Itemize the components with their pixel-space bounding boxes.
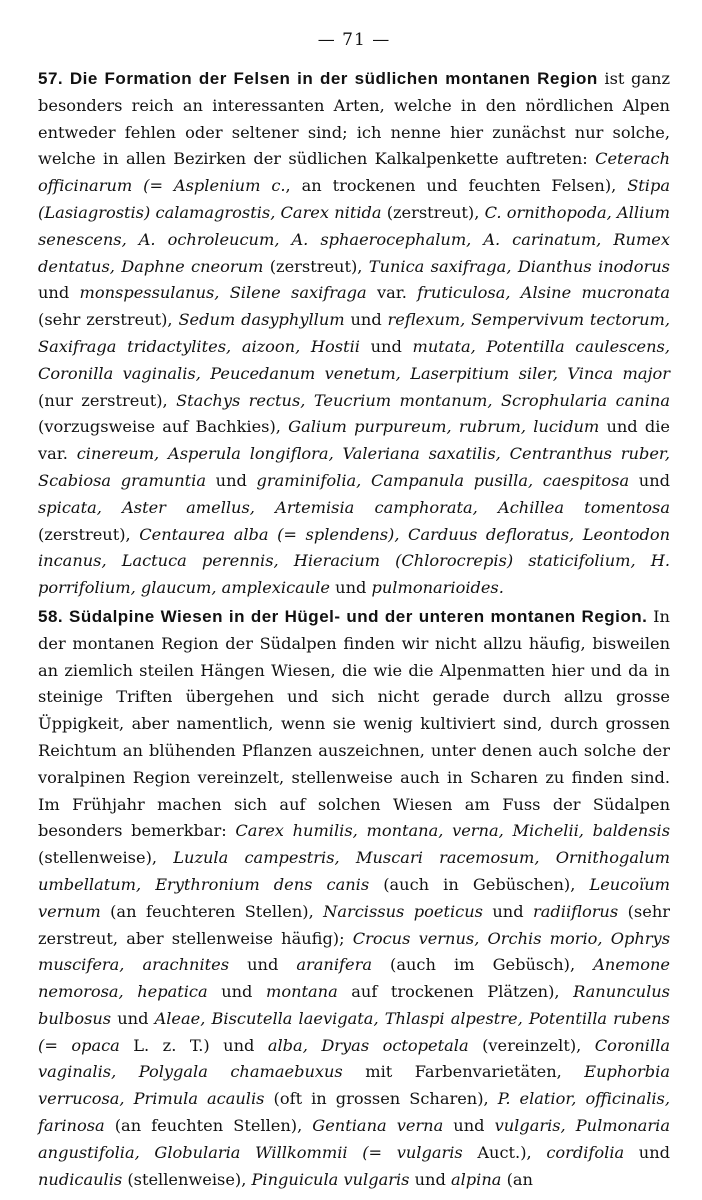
book-page bbox=[38, 30, 670, 1193]
species-name-text: mutata, Potentilla caulescens, Coronilla vaginalis, Peucedanum venetum, Laserpitium siler, Vinca major bbox=[38, 336, 670, 383]
species-name-text: monspessulanus, Silene saxifraga bbox=[79, 283, 367, 303]
body-text: (oft in grossen Scharen), bbox=[264, 1089, 498, 1109]
species-name-text: P. elatior, officinalis, farinosa bbox=[38, 1089, 670, 1136]
species-name-text: Gentiana verna bbox=[312, 1116, 444, 1136]
species-name-text: Centaurea alba (= splendens), Carduus defloratus, Leontodon incanus, Lactuca perennis, Hieracium (Chlorocrepis) staticifolium, H. porrifolium, glaucum, amplexicaule bbox=[38, 524, 670, 598]
section-57-heading bbox=[38, 69, 598, 88]
body-text: und bbox=[38, 283, 80, 303]
species-name-text: Luzula campestris, Muscari racemosum, Ornithogalum umbellatum, Erythronium dens canis bbox=[38, 848, 670, 894]
section-57-body bbox=[38, 69, 670, 597]
body-text: Auct.), bbox=[462, 1142, 547, 1162]
species-name-text: aranifera bbox=[296, 955, 372, 975]
species-name-text: Stachys rectus, Teucrium montanum, Scrophularia canina bbox=[176, 390, 670, 410]
species-name-text: Ranunculus bulbosus bbox=[38, 982, 670, 1028]
body-text: (an bbox=[501, 1169, 533, 1189]
section-58-heading bbox=[38, 607, 647, 626]
section-58-title: Südalpine Wiesen in der Hügel- und der unteren montanen Region. bbox=[69, 606, 648, 626]
body-text: (stellenweise), bbox=[122, 1169, 252, 1189]
section-57-title: Die Formation der Felsen in der südlichen montanen Region bbox=[69, 69, 598, 88]
species-name-text: alba, Dryas octopetala bbox=[267, 1035, 469, 1055]
body-text: (zerstreut), bbox=[381, 202, 485, 222]
body-text: (nur zerstreut), bbox=[38, 390, 177, 410]
body-text: (vereinzelt), bbox=[468, 1035, 595, 1055]
body-text: (vorzugsweise auf Bachkies), bbox=[38, 417, 289, 437]
section-57 bbox=[38, 66, 670, 602]
species-name-text: reflexum, Sempervivum tectorum, Saxifraga tridactylites, aizoon, Hostii bbox=[38, 310, 670, 356]
body-text: (sehr zerstreut, aber stellenweise häufig); bbox=[38, 901, 670, 948]
body-text: (auch in Gebüschen), bbox=[369, 874, 590, 894]
body-text: und bbox=[229, 955, 297, 975]
species-name-text: cordifolia bbox=[546, 1142, 625, 1162]
body-text: In der montanen Region der Südalpen finden wir nicht allzu häufig, bisweilen an ziemlich steilen Hängen Wiesen, die wie die Alpenmatten hier und da in steinige Triften übergehen und sich nicht gerade durch allzu grosse Üppigkeit, aber namentlich, wenn sie wenig kultiviert sind, durch grossen Reichtum an blühenden Pflanzen auszeichnen, unter denen auch solche der voralpinen Region vereinzelt, stellenweise auch in Scharen zu finden sind. Im Frühjahr machen sich auf solchen Wiesen am Fuss der Südalpen besonders bemerkbar: bbox=[38, 606, 670, 841]
species-name-text: montana bbox=[265, 982, 338, 1002]
species-name-text: nudicaulis bbox=[38, 1169, 123, 1189]
body-text: und die var. bbox=[38, 417, 670, 464]
body-text: mit Farbenvarietäten, bbox=[342, 1062, 585, 1082]
body-text: (an feuchten Stellen), bbox=[104, 1116, 313, 1136]
body-text: var. bbox=[366, 283, 418, 303]
species-name-text: Crocus vernus, Orchis morio, Ophrys muscifera, arachnites bbox=[38, 928, 670, 975]
species-name-text: Carex humilis, montana, verna, Michelii, baldensis bbox=[235, 821, 670, 841]
species-name-text: graminifolia, Campanula pusilla, caespitosa bbox=[256, 470, 630, 490]
body-text: und bbox=[482, 901, 534, 921]
species-name-text: Leucoïum vernum bbox=[38, 874, 670, 921]
body-text: L. z. T.) und bbox=[119, 1035, 268, 1055]
body-text: (an feuchteren Stellen), bbox=[100, 901, 324, 921]
body-text: (zerstreut), bbox=[263, 256, 369, 276]
section-58 bbox=[38, 604, 670, 1194]
body-text: und bbox=[207, 982, 266, 1002]
species-name-text: C. ornithopoda, Allium senescens, A. ochroleucum, A. sphaerocephalum, A. carinatum, Rumex dentatus, Daphne cneorum bbox=[38, 202, 670, 276]
species-name-text: Ceterach officinarum (= Asplenium c. bbox=[38, 149, 670, 196]
body-text: und bbox=[359, 336, 413, 356]
species-name-text: radiiflorus bbox=[533, 901, 619, 921]
page-number: — 71 — bbox=[317, 30, 391, 50]
species-name-text: Tunica saxifraga, Dianthus inodorus bbox=[368, 256, 670, 276]
species-name-text: pulmonarioides. bbox=[371, 578, 504, 598]
section-58-body bbox=[38, 607, 670, 1189]
species-name-text: Euphorbia verrucosa, Primula acaulis bbox=[38, 1062, 670, 1109]
species-name-text: fruticulosa, Alsine mucronata bbox=[417, 283, 671, 303]
section-57-number: 57. bbox=[38, 69, 64, 88]
body-text: (stellenweise), bbox=[38, 848, 174, 868]
body-text: ist ganz besonders reich an interessanten Arten, welche in den nördlichen Alpen entweder fehlen oder seltener sind; ich nenne hier zunächst nur solche, welche in allen Bezirken der südlichen Kalkalpenkette auftreten: bbox=[38, 69, 670, 169]
species-name-text: alpina bbox=[450, 1169, 502, 1189]
species-name-text: Aleae, Biscutella laevigata, Thlaspi alpestre, Potentilla rubens (= opaca bbox=[38, 1008, 670, 1055]
body-text: und bbox=[624, 1142, 671, 1162]
body-text: und bbox=[409, 1169, 451, 1189]
body-text: (zerstreut), bbox=[38, 524, 140, 544]
body-text: (auch im Gebüsch), bbox=[371, 955, 594, 975]
species-name-text: spicata, Aster amellus, Artemisia camphorata, Achillea tomentosa bbox=[38, 497, 670, 517]
species-name-text: cinereum, Asperula longiflora, Valeriana saxatilis, Centranthus ruber, Scabiosa gramuntia bbox=[38, 444, 671, 490]
species-name-text: Pinguicula vulgaris bbox=[251, 1169, 410, 1189]
species-name-text: Galium purpureum, rubrum, lucidum bbox=[288, 417, 600, 437]
species-name-text: Sedum dasyphyllum bbox=[178, 310, 345, 330]
section-58-number: 58. bbox=[38, 606, 64, 626]
body-text: und bbox=[330, 578, 372, 598]
body-text: und bbox=[629, 470, 670, 490]
species-name-text: vulgaris, Pulmonaria angustifolia, Globularia Willkommii (= vulgaris bbox=[38, 1116, 670, 1162]
body-text: auf trockenen Plätzen), bbox=[337, 982, 574, 1002]
body-text: (sehr zerstreut), bbox=[38, 310, 179, 330]
species-name-text: Anemone nemorosa, hepatica bbox=[38, 955, 670, 1002]
species-name-text: Stipa (Lasiagrostis) calamagrostis, Carex nitida bbox=[38, 176, 670, 222]
body-text: und bbox=[344, 310, 388, 330]
body-text: und bbox=[111, 1008, 155, 1028]
species-name-text: Narcissus poeticus bbox=[323, 901, 483, 921]
species-name-text: Coronilla vaginalis, Polygala chamaebuxus bbox=[38, 1035, 670, 1082]
body-text: und bbox=[443, 1116, 495, 1136]
body-text: und bbox=[206, 470, 257, 490]
body-text: , an trockenen und feuchten Felsen), bbox=[285, 176, 628, 196]
